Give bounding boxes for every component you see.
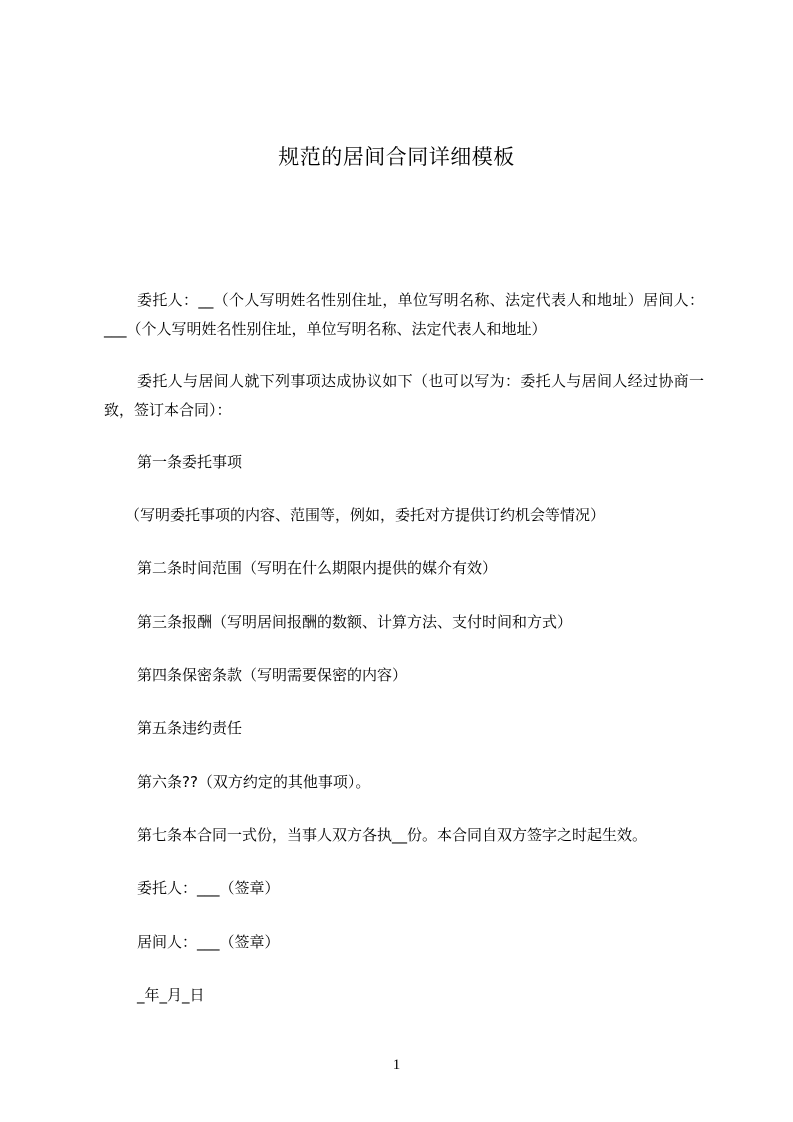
intermediary-signature-line: 居间人：___（签章） bbox=[137, 933, 280, 951]
principal-signature-line: 委托人：___（签章） bbox=[137, 879, 280, 897]
clause-6: 第六条??（双方约定的其他事项）。 bbox=[137, 773, 371, 791]
clause-1-note: （写明委托事项的内容、范围等，例如，委托对方提供订约机会等情况） bbox=[125, 506, 606, 524]
date-line: _年_月_日 bbox=[137, 986, 205, 1004]
clause-4: 第四条保密条款（写明需要保密的内容） bbox=[137, 666, 408, 684]
clause-1-heading: 第一条委托事项 bbox=[137, 453, 243, 471]
page-number: 1 bbox=[392, 1057, 401, 1073]
clause-3: 第三条报酬（写明居间报酬的数额、计算方法、支付时间和方式） bbox=[137, 613, 573, 631]
agreement-intro-paragraph: 委托人与居间人就下列事项达成协议如下（也可以写为：委托人与居间人经过协商一致，签订本合同）： bbox=[104, 372, 704, 419]
clause-5: 第五条违约责任 bbox=[137, 719, 243, 737]
parties-paragraph: 委托人：__（个人写明姓名性别住址，单位写明名称、法定代表人和地址）居间人：___（个人写明姓名性别住址，单位写明名称、法定代表人和地址） bbox=[104, 291, 704, 338]
clause-7: 第七条本合同一式份，当事人双方各执__份。本合同自双方签字之时起生效。 bbox=[137, 826, 648, 844]
document-title: 规范的居间合同详细模板 bbox=[278, 145, 515, 169]
clause-2: 第二条时间范围（写明在什么期限内提供的媒介有效） bbox=[137, 559, 498, 577]
